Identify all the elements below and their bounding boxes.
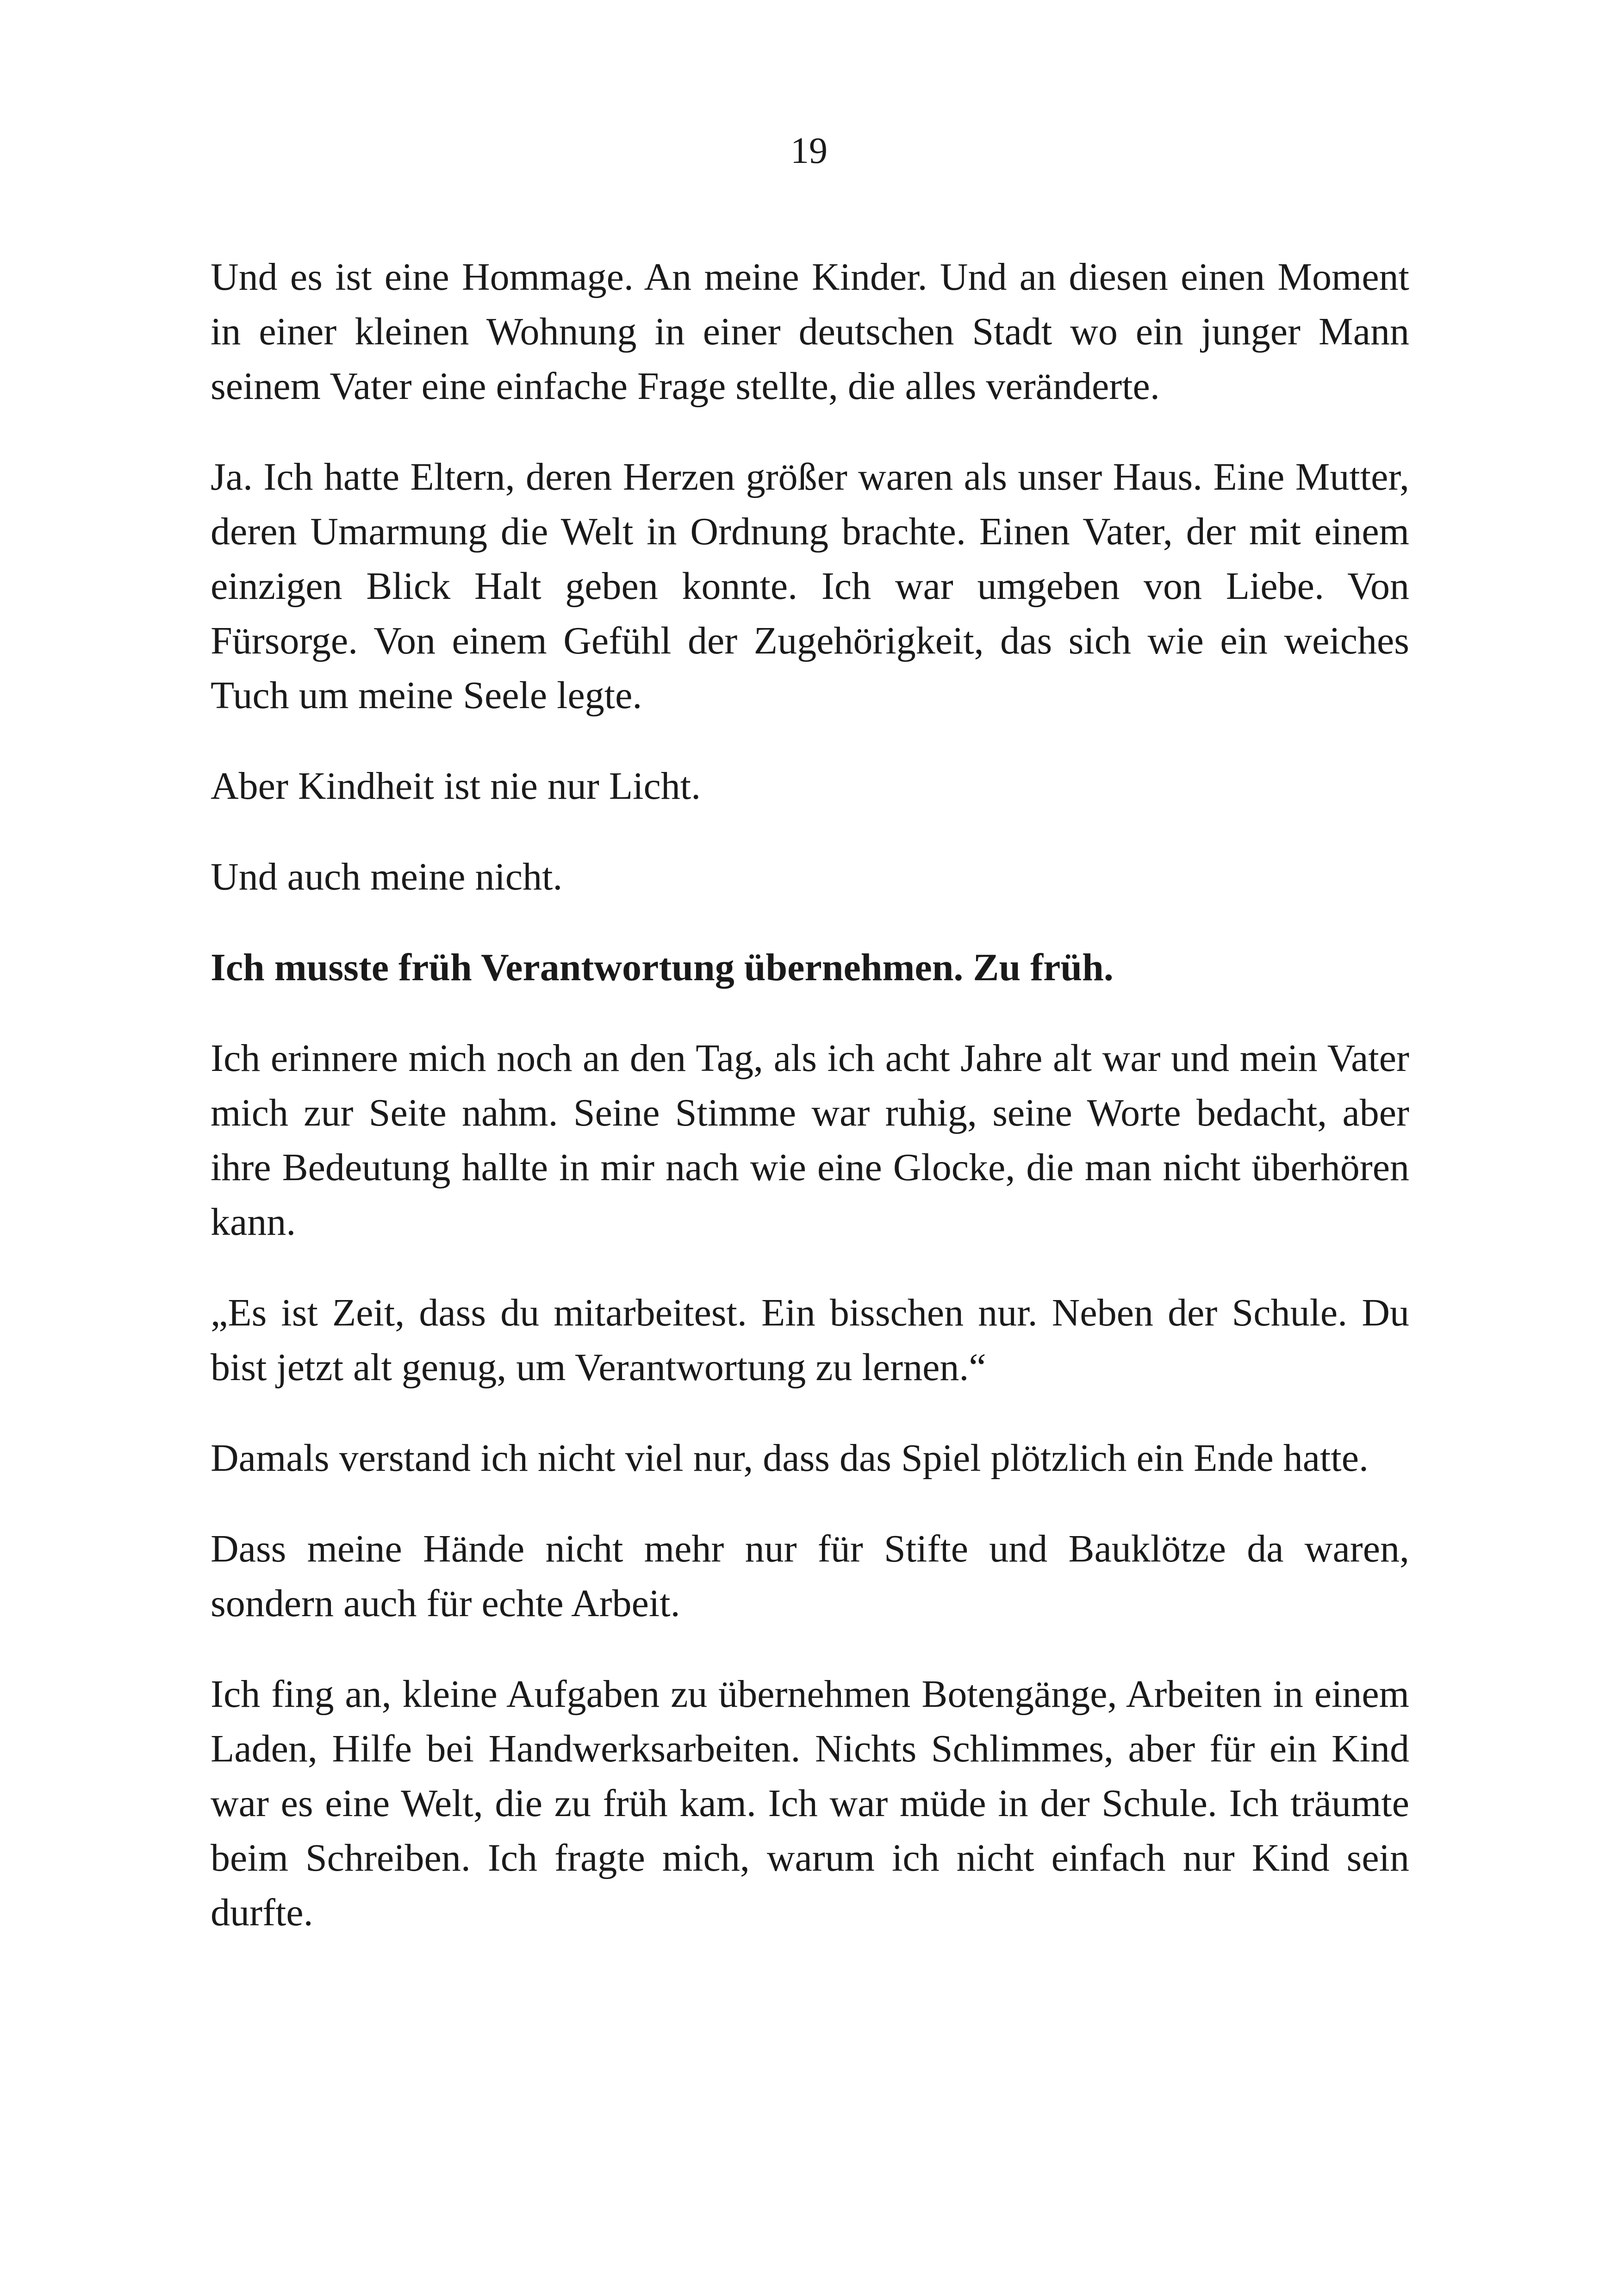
paragraph: Ich erinnere mich noch an den Tag, als ich acht Jahre alt war und mein Vater mich zur Seite nahm. Seine Stimme war ruhig, seine Worte bedacht, aber ihre Bedeutung hallte in mir nach wie eine Glocke, die man nicht überhören kann. [211,1037,1409,1244]
paragraph: Dass meine Hände nicht mehr nur für Stifte und Bauklötze da waren, sondern auch für echte Arbeit. [211,1527,1409,1625]
paragraph: Ja. Ich hatte Eltern, deren Herzen größer waren als unser Haus. Eine Mutter, deren Umarmung die Welt in Ordnung brachte. Einen Vater, der mit einem einzigen Blick Halt geben konnte. Ich war umgeben von Liebe. Von Fürsorge. Von einem Gefühl der Zugehörigkeit, das sich wie ein weiches Tuch um meine Seele legte. [211,455,1409,717]
paragraph: Und es ist eine Hommage. An meine Kinder. Und an diesen einen Moment in einer kleinen Wohnung in einer deutschen Stadt wo ein junger Mann seinem Vater eine einfache Frage stellte, die alles veränderte. [211,255,1409,408]
paragraph: Und auch meine nicht. [211,855,563,898]
paragraph: Aber Kindheit ist nie nur Licht. [211,765,701,808]
quote-paragraph: „Es ist Zeit, dass du mitarbeitest. Ein bisschen nur. Neben der Schule. Du bist jetzt alt genug, um Verantwortung zu lernen.“ [211,1291,1409,1389]
body-text [211,250,1409,1976]
paragraph: Ich fing an, kleine Aufgaben zu übernehmen Botengänge, Arbeiten in einem Laden, Hilfe bei Handwerksarbeiten. Nichts Schlimmes, aber für ein Kind war es eine Welt, die zu früh kam. Ich war müde in der Schule. Ich träumte beim Schreiben. Ich fragte mich, warum ich nicht einfach nur Kind sein durfte. [211,1673,1409,1934]
bold-heading: Ich musste früh Verantwortung übernehmen. Zu früh. [211,946,1114,989]
paragraph: Damals verstand ich nicht viel nur, dass das Spiel plötzlich ein Ende hatte. [211,1437,1369,1480]
page-number: 19 [790,131,828,171]
